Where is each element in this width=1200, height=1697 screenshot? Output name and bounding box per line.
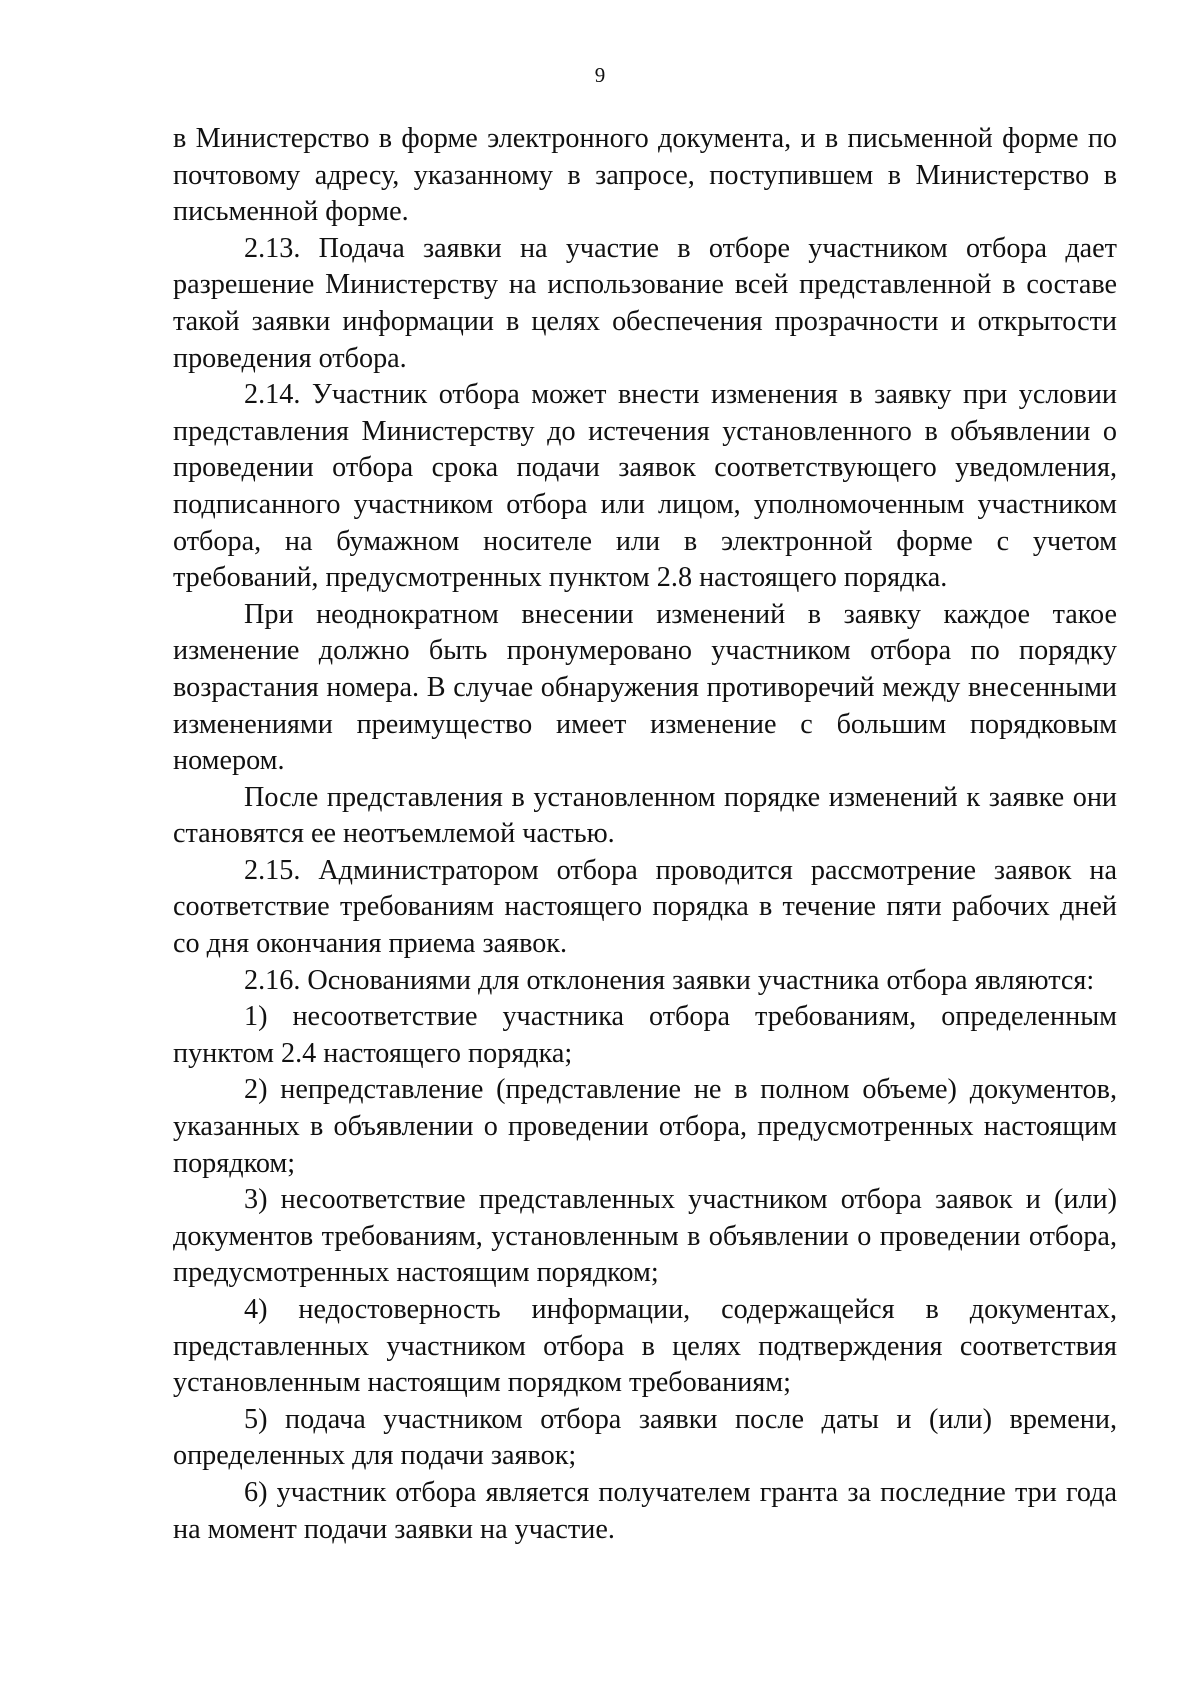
page-number: 9 (594, 63, 606, 87)
list-item-2: 2) непредставление (представление не в полном объеме) документов, указанных в объявлении о проведении отбора, предусмотренных настоящим порядком; (173, 1074, 1117, 1179)
list-item-4: 4) недостоверность информации, содержащейся в документах, представленных участником отбора в целях подтверждения соответствия установленным настоящим порядком требованиям; (173, 1294, 1117, 1399)
paragraph-2-13: 2.13. Подача заявки на участие в отборе участником отбора дает разрешение Министерству на использование всей представленной в составе такой заявки информации в целях обеспечения прозрачности и открытости проведения отбора. (173, 232, 1117, 374)
list-item-5: 5) подача участником отбора заявки после даты и (или) времени, определенных для подачи заявок; (173, 1403, 1117, 1472)
document-body (173, 121, 1117, 1548)
paragraph-changes-integral: После представления в установленном порядке изменений к заявке они становятся ее неотъемлемой частью. (173, 781, 1117, 850)
list-item-1: 1) несоответствие участника отбора требованиям, определенным пунктом 2.4 настоящего порядка; (173, 1001, 1117, 1069)
list-item-3: 3) несоответствие представленных участником отбора заявок и (или) документов требованиям, установленным в объявлении о проведении отбора, предусмотренных настоящим порядком; (173, 1184, 1117, 1289)
paragraph-2-15: 2.15. Администратором отбора проводится рассмотрение заявок на соответствие требованиям настоящего порядка в течение пяти рабочих дней со дня окончания приема заявок. (173, 854, 1117, 960)
list-item-6: 6) участник отбора является получателем гранта за последние три года на момент подачи заявки на участие. (173, 1476, 1117, 1545)
paragraph-2-14: 2.14. Участник отбора может внести изменения в заявку при условии представления Министерству до истечения установленного в объявлении о проведении отбора срока подачи заявок соответствующего уведомления, подписанного участником отбора или лицом, уполномоченным участником отбора, на бумажном носителе или в электронной форме с учетом требований, предусмотренных пунктом 2.8 настоящего порядка. (173, 379, 1117, 594)
paragraph-continuation: в Министерство в форме электронного документа, и в письменной форме по почтовому адресу, указанному в запросе, поступившем в Министерство в письменной форме. (173, 123, 1117, 228)
paragraph-multiple-changes: При неоднократном внесении изменений в заявку каждое такое изменение должно быть пронумеровано участником отбора по порядку возрастания номера. В случае обнаружения противоречий между внесенными изменениями преимущество имеет изменение с большим порядковым номером. (173, 598, 1117, 777)
paragraph-2-16: 2.16. Основаниями для отклонения заявки участника отбора являются: (244, 964, 1095, 996)
